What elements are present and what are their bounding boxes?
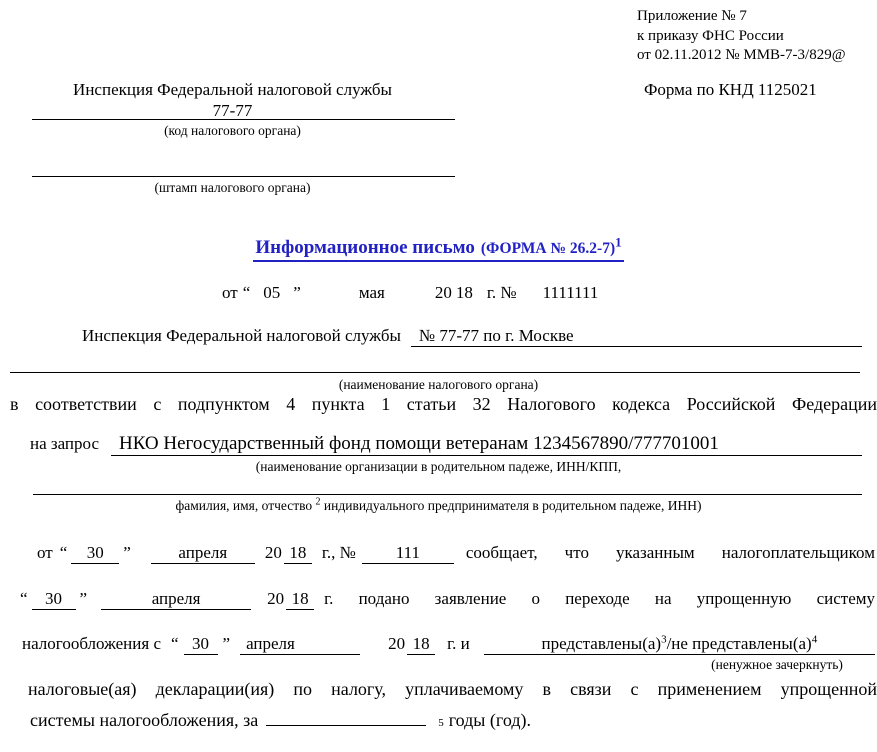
footnote-4-marker: 4 [811,633,818,646]
period-line: системы налогообложения, за 5 годы (год). [30,710,531,730]
stamp-caption: (штамп налогового органа) [154,180,311,195]
request-caption-2 [0,498,877,514]
application-date-year[interactable]: 18 [286,589,314,610]
transition-date-month[interactable]: апреля [240,634,360,655]
tax-authority-name-line [82,326,862,347]
informs-text: сообщает, что указанным налогоплательщиком [465,543,875,562]
inspection-authority-label: Инспекция Федеральной налоговой службы [73,80,392,99]
title-main-text: Информационное письмо [255,237,475,258]
document-title [0,234,877,262]
footnote-2-marker: 2 [315,496,321,508]
form-knd-label: Форма по КНД 1125021 [644,80,817,99]
request-caption-2-post: индивидуального предпринимателя в родительном падеже, ИНН) [323,498,702,513]
application-date-century: 20 [267,589,285,608]
period-prefix: системы налогообложения, за [30,710,259,730]
taxation-prefix: налогообложения с [22,634,161,653]
period-suffix: годы (год). [448,710,531,730]
letter-date-day[interactable]: 05 [263,283,281,302]
period-years-fill-field[interactable] [266,725,426,726]
request-date-century: 20 [264,543,282,562]
close-quote: ” [123,543,131,562]
tax-authority-code-value[interactable]: 77-77 [212,101,253,120]
tax-authority-code-fill-line[interactable] [32,119,455,120]
request-number-label: г., № [321,543,356,562]
application-date-line [20,589,875,610]
legal-basis-text: в соответствии с подпунктом 4 пункта 1 статьи 32 Налогового кодекса Российской Федерации [10,394,877,414]
letter-date-ot: от [222,283,238,302]
not-presented-option[interactable]: /не представлены(а) [666,634,812,653]
letter-date-century: 20 [434,283,452,302]
footnote-3-marker: 3 [661,633,667,646]
appendix-line-1: Приложение № 7 [637,8,747,24]
letter-date-line [222,283,598,303]
transition-date-century: 20 [388,634,406,653]
application-submitted-text: г. подано заявление о переходе на упрощенную систему [324,589,875,608]
appendix-line-2: к приказу ФНС России [637,27,784,44]
request-date-ot: от [37,543,53,562]
request-date-year[interactable]: 18 [284,543,312,564]
stamp-fill-line[interactable] [32,176,455,177]
appendix-block [637,7,846,66]
request-line [30,433,862,456]
footnote-1-marker: 1 [615,234,622,250]
appendix-line-3: от 02.11.2012 № ММВ-7-3/829@ [637,47,846,63]
tax-authority-name-fill-line[interactable] [10,372,860,373]
entrepreneur-name-fill-line[interactable] [33,494,862,495]
application-date-day[interactable]: 30 [32,589,76,610]
request-caption-1: (наименование организации в родительном падеже, ИНН/КПП, [255,459,622,474]
request-number-value[interactable]: 111 [362,543,454,564]
strike-out-caption: (ненужное зачеркнуть) [711,657,843,672]
transition-date-year[interactable]: 18 [407,634,435,655]
letter-number-label: г. № [486,283,517,302]
transition-date-line [22,634,875,655]
title-form-ref: (ФОРМА № 26.2-7) [480,240,616,257]
tax-authority-name-caption: (наименование налогового органа) [338,377,539,392]
open-quote: “ [59,543,68,562]
request-date-month[interactable]: апреля [151,543,255,564]
letter-date-month[interactable]: мая [358,283,385,302]
request-organization-value[interactable]: НКО Негосударственный фонд помощи ветеранам 1234567890/777701001 [111,433,862,456]
letter-number-value[interactable]: 1111111 [542,283,599,302]
request-label: на запрос [30,434,99,453]
tax-authority-code-caption: (код налогового органа) [164,123,301,138]
request-date-line [37,543,875,564]
tax-authority-name-label: Инспекция Федеральной налоговой службы [82,326,401,345]
presented-option[interactable]: представлены(а) [541,634,662,653]
close-quote: ” [222,634,231,653]
transition-date-day[interactable]: 30 [184,634,218,655]
application-date-month[interactable]: апреля [101,589,251,610]
title-underline [253,234,623,262]
declarations-text: налоговые(ая) декларации(ия) по налогу, уплачиваемому в связи с применением упрощенной [28,679,877,699]
open-quote: “ [20,589,28,608]
open-quote: “ [171,634,179,653]
request-date-day[interactable]: 30 [71,543,119,564]
open-quote: “ [242,283,251,302]
tax-authority-name-value[interactable]: № 77-77 по г. Москве [411,326,862,347]
request-caption-2-pre: фамилия, имя, отчество [175,498,313,513]
g-i-text: г. и [447,634,470,653]
close-quote: ” [79,589,88,608]
presented-choice-field[interactable] [484,634,875,655]
letter-date-year[interactable]: 18 [455,283,473,302]
close-quote: ” [293,283,301,302]
